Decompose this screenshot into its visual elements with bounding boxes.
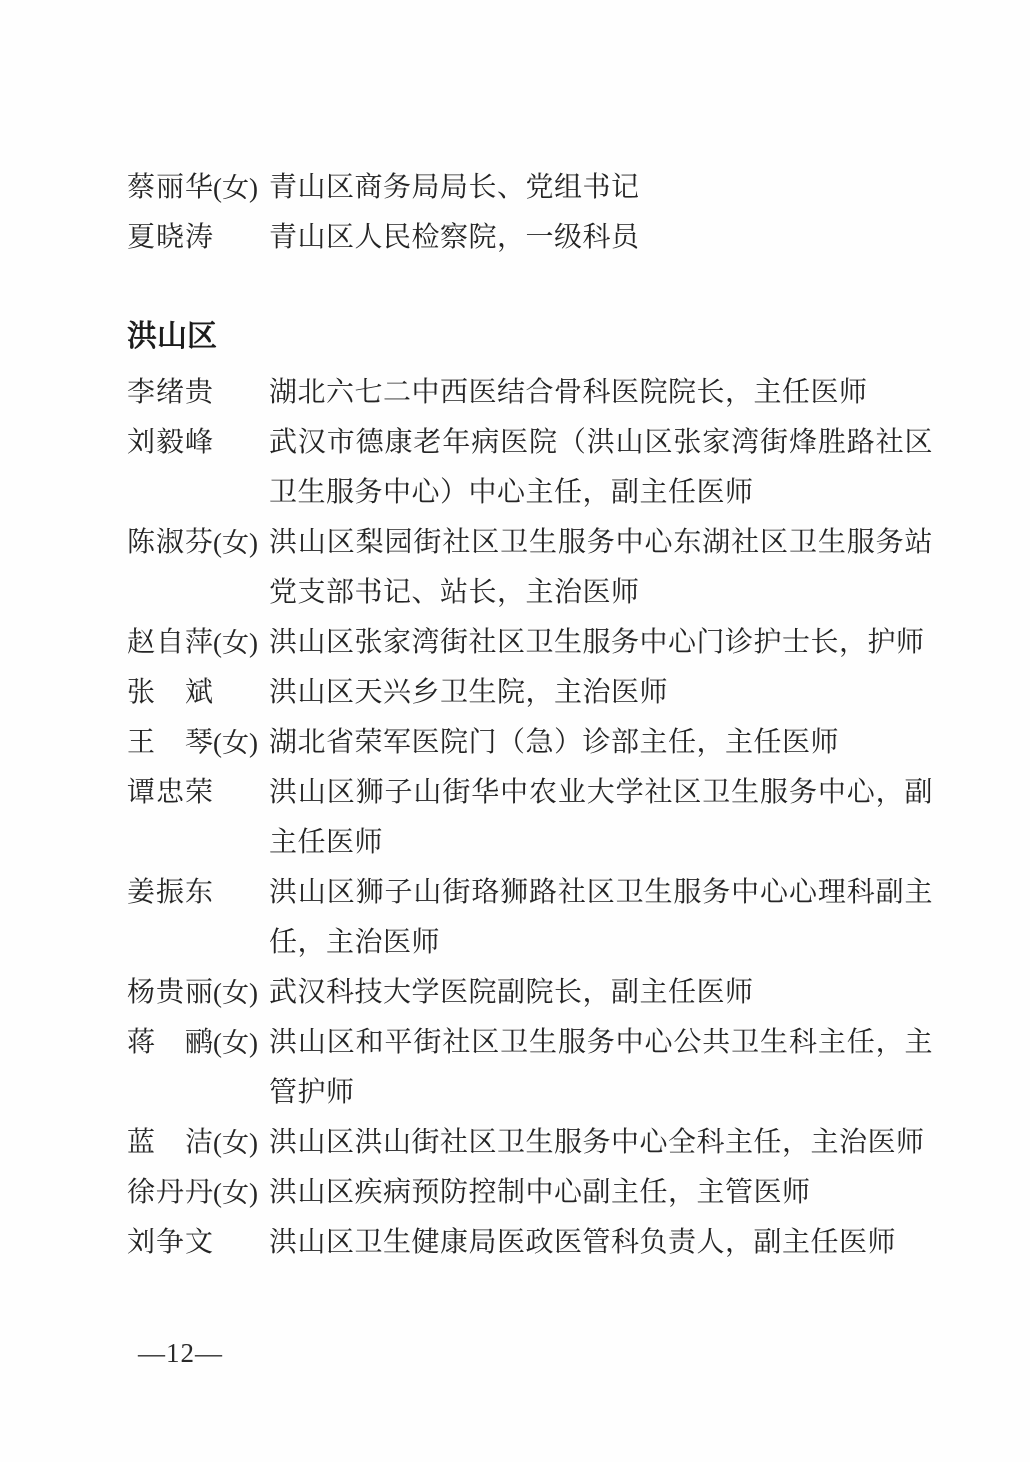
list-item bbox=[127, 518, 933, 618]
name-character: 李 bbox=[127, 377, 156, 408]
gender-marker: (女) bbox=[213, 1028, 258, 1058]
description-line: 洪山区和平街社区卫生服务中心公共卫生科主任，主 bbox=[269, 1027, 933, 1058]
position-description bbox=[269, 163, 933, 213]
description-line: 洪山区狮子山街珞狮路社区卫生服务中心心理科副主 bbox=[269, 877, 933, 908]
name-character: 陈 bbox=[127, 527, 156, 558]
name-character: 文 bbox=[184, 1227, 213, 1258]
name-character: 芬 bbox=[184, 527, 213, 558]
position-description bbox=[269, 518, 933, 618]
description-line: 青山区人民检察院，一级科员 bbox=[269, 222, 640, 253]
name-character: 琴 bbox=[184, 727, 213, 758]
gender-marker: (女) bbox=[213, 1128, 258, 1158]
person-name bbox=[127, 368, 213, 418]
person-name bbox=[127, 1018, 213, 1068]
name-character: 蒋 bbox=[127, 1027, 156, 1058]
name-character: 荣 bbox=[184, 777, 213, 808]
name-character: 姜 bbox=[127, 877, 156, 908]
description-line: 湖北省荣军医院门（急）诊部主任，主任医师 bbox=[269, 727, 840, 758]
name-character: 萍 bbox=[184, 627, 213, 658]
description-line: 青山区商务局局长、党组书记 bbox=[269, 172, 640, 203]
name-character: 刘 bbox=[127, 427, 156, 458]
description-line: 党支部书记、站长，主治医师 bbox=[269, 577, 640, 608]
name-character: 绪 bbox=[155, 377, 184, 408]
name-character: 晓 bbox=[155, 222, 184, 253]
position-description bbox=[269, 768, 933, 868]
gender-marker: (女) bbox=[213, 628, 258, 658]
description-line: 湖北六七二中西医结合骨科医院院长，主任医师 bbox=[269, 377, 868, 408]
position-description bbox=[269, 1018, 933, 1118]
name-character: 贵 bbox=[184, 377, 213, 408]
name-character: 丽 bbox=[184, 977, 213, 1008]
list-item bbox=[127, 368, 933, 418]
list-item bbox=[127, 718, 933, 768]
name-character: 王 bbox=[127, 727, 156, 758]
name-character: 丹 bbox=[184, 1177, 213, 1208]
position-description bbox=[269, 1168, 933, 1218]
continued-entries-list bbox=[127, 163, 933, 263]
position-description bbox=[269, 213, 933, 263]
position-description bbox=[269, 418, 933, 518]
name-character: 刘 bbox=[127, 1227, 156, 1258]
list-item bbox=[127, 968, 933, 1018]
name-character: 峰 bbox=[184, 427, 213, 458]
position-description bbox=[269, 868, 933, 968]
person-name bbox=[127, 418, 213, 468]
name-character: 毅 bbox=[155, 427, 184, 458]
name-character: 振 bbox=[155, 877, 184, 908]
description-line: 洪山区卫生健康局医政医管科负责人，副主任医师 bbox=[269, 1227, 897, 1258]
list-item bbox=[127, 618, 933, 668]
name-character: 丽 bbox=[155, 172, 184, 203]
person-name bbox=[127, 718, 213, 768]
gender-marker: (女) bbox=[213, 1178, 258, 1208]
name-character: 争 bbox=[155, 1227, 184, 1258]
name-character: 淑 bbox=[155, 527, 184, 558]
name-character: 斌 bbox=[184, 677, 213, 708]
person-name bbox=[127, 1218, 213, 1268]
list-item bbox=[127, 1218, 933, 1268]
person-name bbox=[127, 968, 213, 1018]
honor-roll-document bbox=[127, 163, 933, 1268]
list-item bbox=[127, 1018, 933, 1118]
name-character: 谭 bbox=[127, 777, 156, 808]
person-name bbox=[127, 668, 213, 718]
description-line: 洪山区张家湾街社区卫生服务中心门诊护士长，护师 bbox=[269, 627, 925, 658]
name-character: 忠 bbox=[155, 777, 184, 808]
position-description bbox=[269, 668, 933, 718]
description-line: 洪山区天兴乡卫生院，主治医师 bbox=[269, 677, 669, 708]
list-item bbox=[127, 668, 933, 718]
position-description bbox=[269, 618, 933, 668]
description-line: 主任医师 bbox=[269, 827, 384, 858]
position-description bbox=[269, 368, 933, 418]
name-character: 蔡 bbox=[127, 172, 156, 203]
name-character: 张 bbox=[127, 677, 156, 708]
description-line: 洪山区梨园街社区卫生服务中心东湖社区卫生服务站 bbox=[269, 527, 933, 558]
gender-marker: (女) bbox=[213, 173, 258, 203]
person-name bbox=[127, 213, 213, 263]
list-item bbox=[127, 213, 933, 263]
person-name bbox=[127, 163, 213, 213]
description-line: 洪山区洪山街社区卫生服务中心全科主任，主治医师 bbox=[269, 1127, 925, 1158]
list-item bbox=[127, 868, 933, 968]
person-name bbox=[127, 768, 213, 818]
name-character: 洁 bbox=[184, 1127, 213, 1158]
name-character: 涛 bbox=[184, 222, 213, 253]
position-description bbox=[269, 968, 933, 1018]
list-item bbox=[127, 163, 933, 213]
description-line: 武汉科技大学医院副院长，副主任医师 bbox=[269, 977, 754, 1008]
name-character: 贵 bbox=[155, 977, 184, 1008]
gender-marker: (女) bbox=[213, 978, 258, 1008]
person-name bbox=[127, 618, 213, 668]
name-character: 鹂 bbox=[184, 1027, 213, 1058]
list-item bbox=[127, 768, 933, 868]
position-description bbox=[269, 718, 933, 768]
name-character: 杨 bbox=[127, 977, 156, 1008]
description-line: 武汉市德康老年病医院（洪山区张家湾街烽胜路社区 bbox=[269, 427, 933, 458]
person-name bbox=[127, 868, 213, 918]
page-number: —12— bbox=[138, 1338, 223, 1368]
name-character: 丹 bbox=[155, 1177, 184, 1208]
gender-marker: (女) bbox=[213, 528, 258, 558]
list-item bbox=[127, 1118, 933, 1168]
person-name bbox=[127, 1168, 213, 1218]
position-description bbox=[269, 1218, 933, 1268]
person-name bbox=[127, 518, 213, 568]
description-line: 洪山区疾病预防控制中心副主任，主管医师 bbox=[269, 1177, 811, 1208]
description-line: 卫生服务中心）中心主任，副主任医师 bbox=[269, 477, 754, 508]
gender-marker: (女) bbox=[213, 728, 258, 758]
section-entries-list bbox=[127, 368, 933, 1268]
name-character: 华 bbox=[184, 172, 213, 203]
name-character: 自 bbox=[155, 627, 184, 658]
position-description bbox=[269, 1118, 933, 1168]
name-character: 东 bbox=[184, 877, 213, 908]
section-title: 洪山区 bbox=[127, 320, 217, 353]
name-character: 徐 bbox=[127, 1177, 156, 1208]
description-line: 洪山区狮子山街华中农业大学社区卫生服务中心，副 bbox=[269, 777, 933, 808]
name-character: 蓝 bbox=[127, 1127, 156, 1158]
description-line: 管护师 bbox=[269, 1077, 355, 1108]
person-name bbox=[127, 1118, 213, 1168]
name-character: 赵 bbox=[127, 627, 156, 658]
description-line: 任，主治医师 bbox=[269, 927, 441, 958]
list-item bbox=[127, 418, 933, 518]
name-character: 夏 bbox=[127, 222, 156, 253]
list-item bbox=[127, 1168, 933, 1218]
